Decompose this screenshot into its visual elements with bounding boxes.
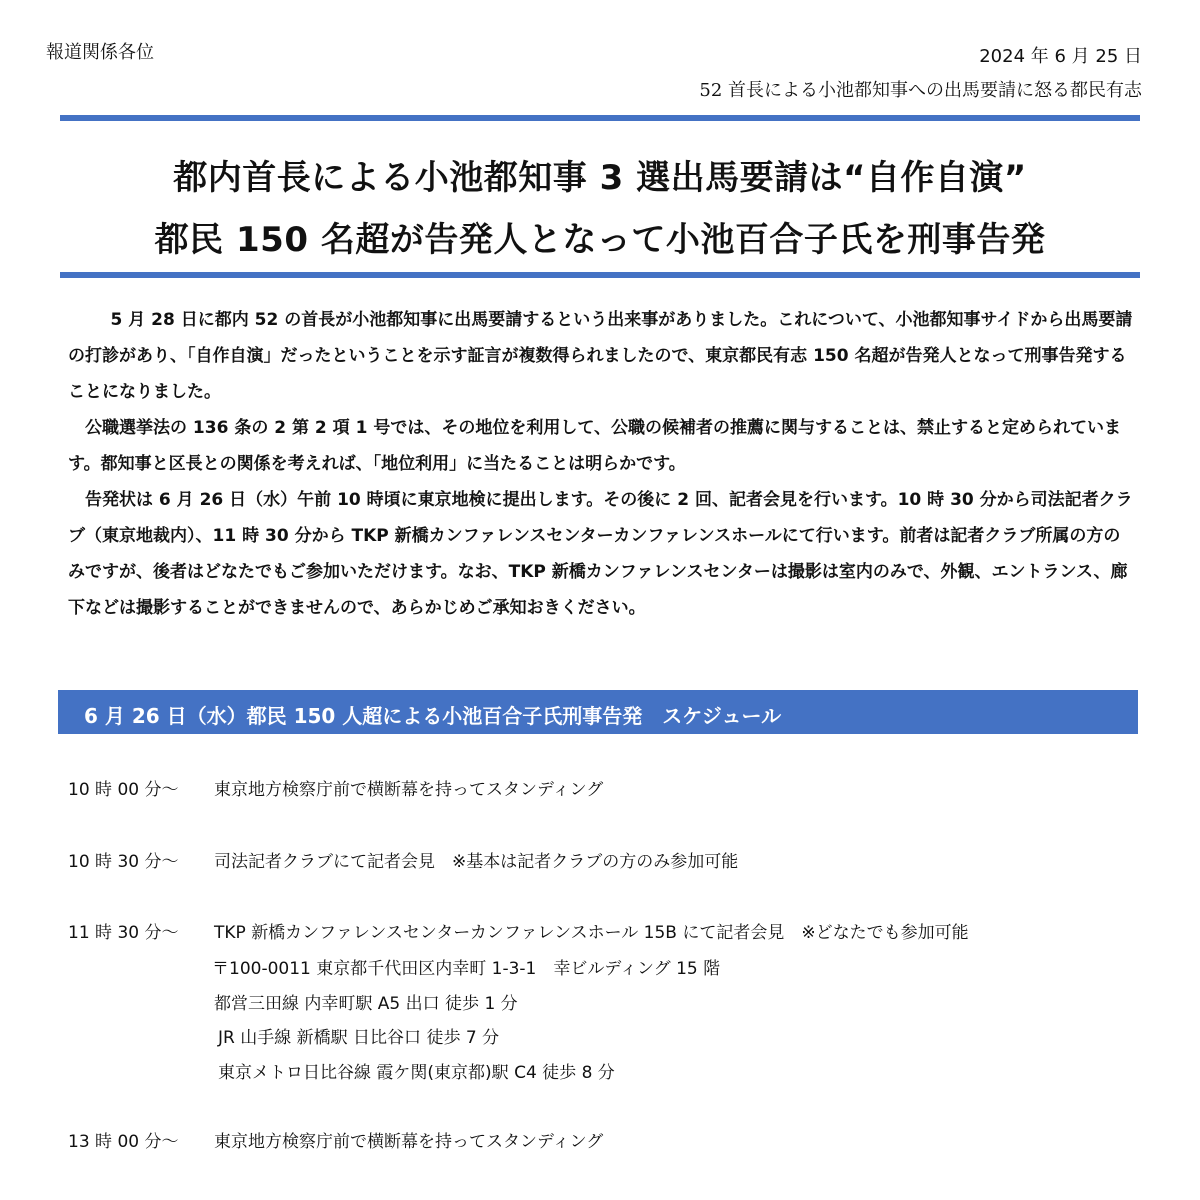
schedule-time: 13 時 00 分～ <box>68 1132 179 1152</box>
venue-access-line: 都営三田線 内幸町駅 A5 出口 徒歩 1 分 <box>214 994 518 1014</box>
schedule-title: 6 月 26 日（水）都民 150 人超による小池百合子氏刑事告発 スケジュール <box>84 704 782 728</box>
headline-top-rule <box>60 115 1140 121</box>
schedule-description: 司法記者クラブにて記者会見 ※基本は記者クラブの方のみ参加可能 <box>214 852 739 872</box>
schedule-description: 東京地方検察庁前で横断幕を持ってスタンディング <box>214 1132 604 1152</box>
schedule-title-bar <box>58 690 1138 734</box>
headline-bottom-rule <box>60 272 1140 278</box>
schedule-time: 11 時 30 分～ <box>68 923 179 943</box>
body-paragraph-3: 告発状は 6 月 26 日（水）午前 10 時頃に東京地検に提出します。その後に 2 回、記者会見を行います。10 時 30 分から司法記者クラブ（東京地裁内）、11 時 30 分から TKP 新橋カンファレンスセンターカンファレンスホールにて行います。前者は記者クラブ所属の方のみですが、後者はどなたでもご参加いただけます。なお、TKP 新橋カンファレンスセンターは撮影は室内のみで、外観、エントランス、廊下などは撮影することができませんので、あらかじめご承知おきください。 <box>68 490 1133 618</box>
headline-line-2: 都民 150 名超が告発人となって小池百合子氏を刑事告発 <box>154 220 1046 260</box>
venue-access-line: 東京メトロ日比谷線 霞ケ関(東京都)駅 C4 徒歩 8 分 <box>218 1063 615 1083</box>
body-paragraph-1: 5 月 28 日に都内 52 の首長が小池都知事に出馬要請するという出来事がありました。これについて、小池都知事サイドから出馬要請の打診があり、「自作自演」だったということを示す証言が複数得られましたので、東京都民有志 150 名超が告発人となって刑事告発することになりました。 <box>68 310 1133 402</box>
schedule-time: 10 時 00 分～ <box>68 780 179 800</box>
body-text <box>68 302 1134 626</box>
sender: 52 首長による小池都知事への出馬要請に怒る都民有志 <box>699 80 1142 101</box>
schedule-description: 東京地方検察庁前で横断幕を持ってスタンディング <box>214 780 604 800</box>
schedule-description: TKP 新橋カンファレンスセンターカンファレンスホール 15B にて記者会見 ※どなたでも参加可能 <box>214 923 969 943</box>
venue-access-line: JR 山手線 新橋駅 日比谷口 徒歩 7 分 <box>218 1028 500 1048</box>
addressee: 報道関係各位 <box>46 42 154 63</box>
venue-address: 〒100-0011 東京都千代田区内幸町 1-3-1 幸ビルディング 15 階 <box>212 959 721 979</box>
headline-line-1: 都内首長による小池都知事 3 選出馬要請は“自作自演” <box>173 158 1027 198</box>
schedule-time: 10 時 30 分～ <box>68 852 179 872</box>
release-date: 2024 年 6 月 25 日 <box>979 46 1142 67</box>
body-paragraph-2: 公職選挙法の 136 条の 2 第 2 項 1 号では、その地位を利用して、公職の候補者の推薦に関与することは、禁止すると定められています。都知事と区長との関係を考えれば、「地位利用」に当たることは明らかです。 <box>68 418 1121 474</box>
